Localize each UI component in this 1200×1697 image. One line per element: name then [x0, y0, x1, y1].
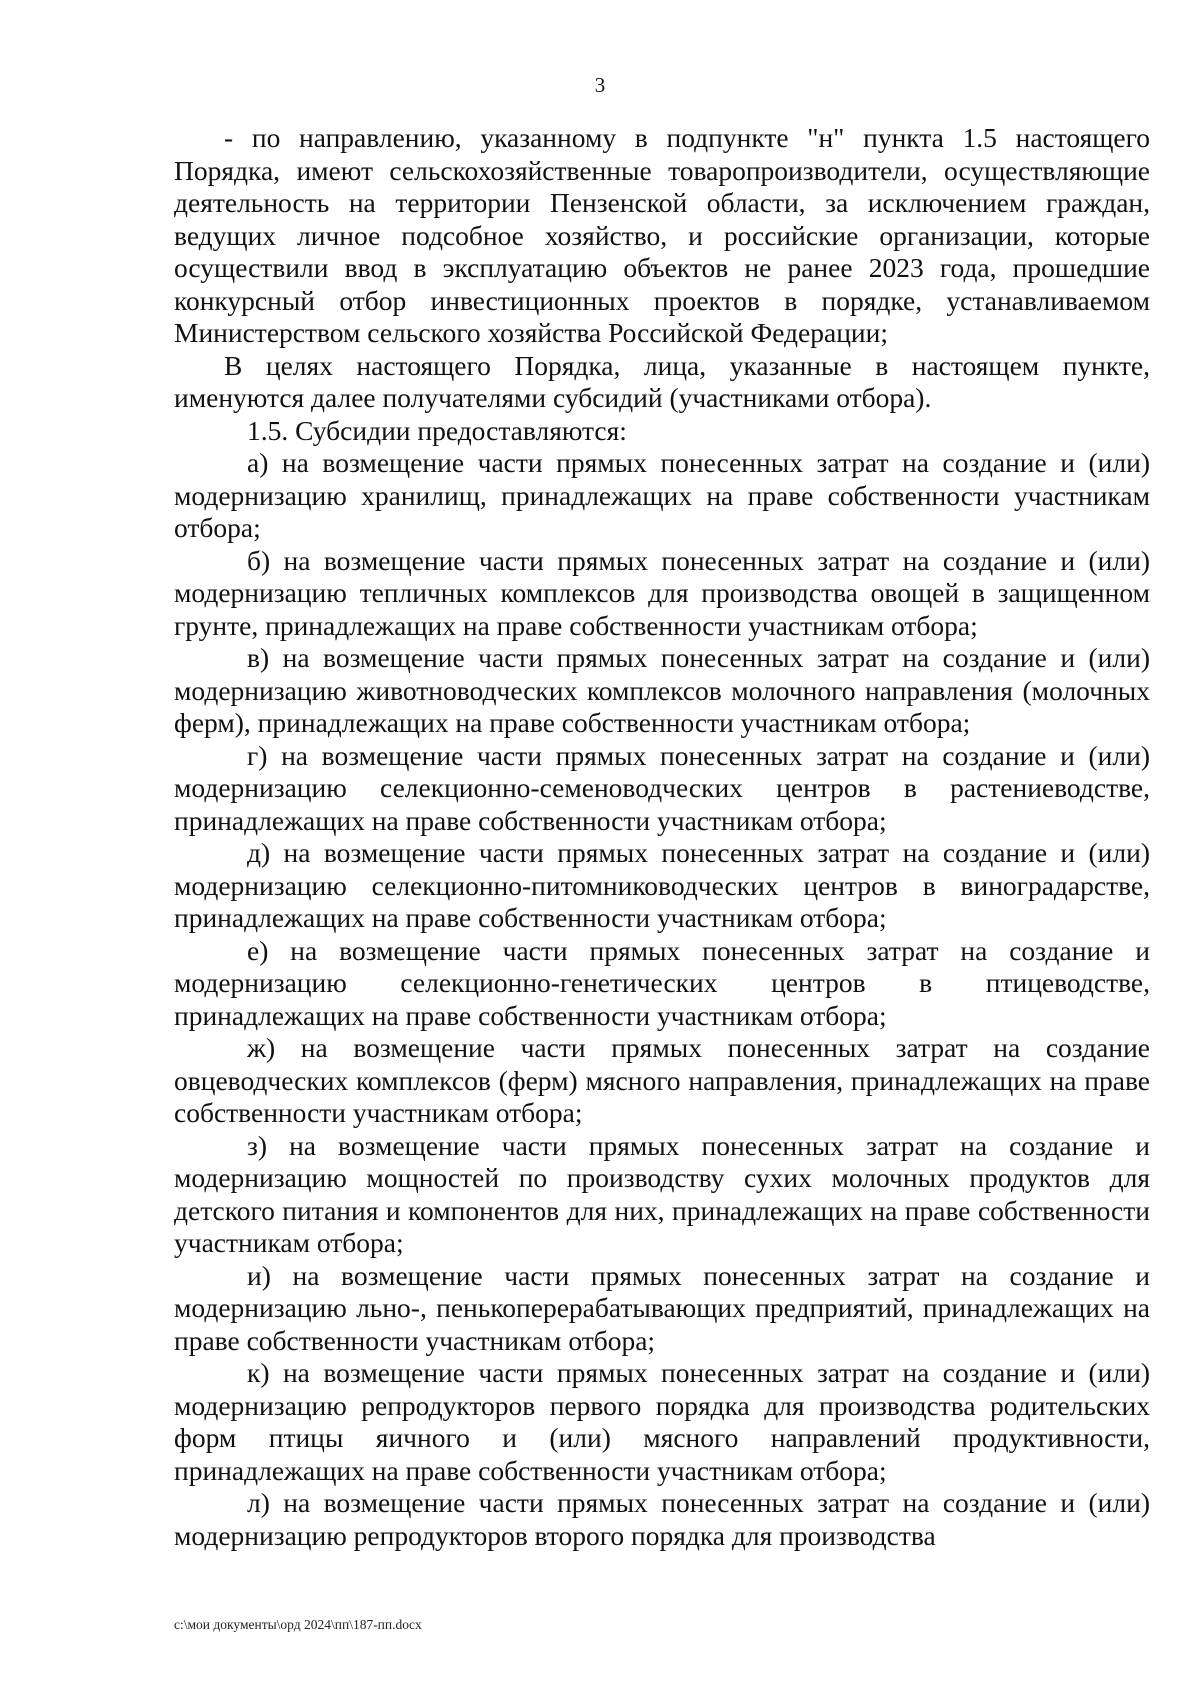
paragraph-item-b: б) на возмещение части прямых понесенных затрат на создание и (или) модернизацию тепличных комплексов для производства овощей в защищенном грунте, принадлежащих на праве собственности участникам отбора; — [174, 544, 1150, 641]
paragraph-item-k: к) на возмещение части прямых понесенных затрат на создание и (или) модернизацию репродукторов первого порядка для производства родительских форм птицы яичного и (или) мясного направлений продуктивности, принадлежащих на праве собственности участникам отбора; — [174, 1357, 1150, 1486]
page-number: 3 — [594, 73, 606, 97]
paragraph-item-d: д) на возмещение части прямых понесенных затрат на создание и (или) модернизацию селекционно-питомниководческих центров в виноградарстве, принадлежащих на праве собственности участникам отбора; — [174, 837, 1150, 933]
document-body — [174, 122, 1150, 1552]
paragraph-item-z: з) на возмещение части прямых понесенных затрат на создание и модернизацию мощностей по производству сухих молочных продуктов для детского питания и компонентов для них, принадлежащих на праве собственности участникам отбора; — [174, 1129, 1150, 1258]
paragraph-recipients-definition: В целях настоящего Порядка, лица, указанные в настоящем пункте, именуются далее получателями субсидий (участниками отбора). — [174, 349, 1150, 413]
paragraph-item-e: е) на возмещение части прямых понесенных затрат на создание и модернизацию селекционно-генетических центров в птицеводстве, принадлежащих на праве собственности участникам отбора; — [174, 934, 1150, 1031]
footer-file-path: c:\мои документы\орд 2024\пп\187-пп.docx — [174, 1617, 422, 1632]
paragraph-direction-n: - по направлению, указанному в подпункте "н" пункта 1.5 настоящего Порядка, имеют сельскохозяйственные товаропроизводители, осуществляющие деятельность на территории Пензенской области, за исключением граждан, ведущих личное подсобное хозяйство, и российские организации, которые осуществили ввод в эксплуатацию объектов не ранее 2023 года, прошедшие конкурсный отбор инвестиционных проектов в порядке, устанавливаемом Министерством сельского хозяйства Российской Федерации; — [174, 122, 1150, 348]
paragraph-section-1-5: 1.5. Субсидии предоставляются: — [247, 414, 627, 446]
paragraph-item-v: в) на возмещение части прямых понесенных затрат на создание и (или) модернизацию животноводческих комплексов молочного направления (молочных ферм), принадлежащих на праве собственности участникам отбора; — [174, 642, 1150, 738]
paragraph-item-l: л) на возмещение части прямых понесенных затрат на создание и (или) модернизацию репродукторов второго порядка для производства — [174, 1487, 1150, 1551]
paragraph-item-g: г) на возмещение части прямых понесенных затрат на создание и (или) модернизацию селекционно-семеноводческих центров в растениеводстве, принадлежащих на праве собственности участникам отбора; — [174, 739, 1150, 836]
paragraph-item-a: а) на возмещение части прямых понесенных затрат на создание и (или) модернизацию хранилищ, принадлежащих на праве собственности участникам отбора; — [174, 447, 1150, 543]
paragraph-item-zh: ж) на возмещение части прямых понесенных затрат на создание овцеводческих комплексов (ферм) мясного направления, принадлежащих на праве собственности участникам отбора; — [174, 1032, 1150, 1128]
paragraph-item-i: и) на возмещение части прямых понесенных затрат на создание и модернизацию льно-, пенькоперерабатывающих предприятий, принадлежащих на праве собственности участникам отбора; — [174, 1259, 1150, 1356]
